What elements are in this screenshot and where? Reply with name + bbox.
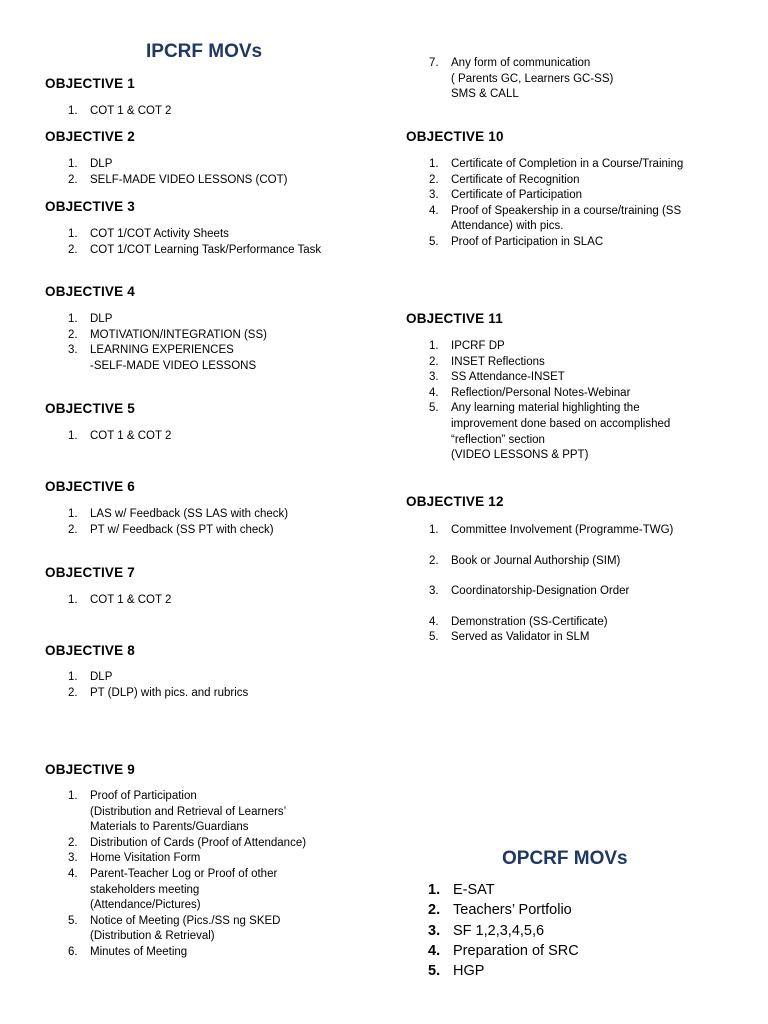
opcrf-item-number: 1. — [428, 882, 441, 898]
list-item-number: 1. — [429, 340, 439, 352]
objective-mov-list — [68, 670, 248, 701]
list-item — [68, 157, 287, 173]
ipcrf-title: IPCRF MOVs — [146, 41, 263, 62]
opcrf-item-text: Teachers’ Portfolio — [453, 902, 572, 919]
list-item-text: Proof of Speakership in a course/training (SS — [451, 204, 682, 217]
objective-mov-list — [68, 429, 171, 445]
list-item — [429, 157, 683, 173]
objective-mov-list — [429, 56, 613, 103]
list-item-number: 3. — [429, 189, 439, 202]
list-item — [68, 670, 248, 686]
list-item — [429, 339, 670, 355]
objective-mov-list — [429, 339, 670, 464]
objective-heading: OBJECTIVE 12 — [406, 494, 504, 509]
list-item-number: 2. — [68, 523, 78, 536]
list-item-number: 4. — [68, 867, 78, 880]
opcrf-item — [428, 941, 579, 961]
list-item — [68, 429, 171, 445]
objective-mov-list — [68, 312, 267, 374]
list-item-text: DLP — [90, 671, 113, 683]
list-item — [68, 104, 171, 120]
list-item-text: SS Attendance-INSET — [451, 371, 565, 384]
list-item — [429, 355, 670, 371]
list-item-number: 2. — [429, 173, 439, 186]
list-item — [68, 507, 288, 523]
list-item — [429, 204, 683, 235]
objective-mov-list — [68, 227, 321, 258]
list-item-text: Reflection/Personal Notes-Webinar — [451, 386, 631, 399]
opcrf-title: OPCRF MOVs — [502, 848, 628, 869]
list-item-text: (VIDEO LESSONS & PPT) — [451, 449, 589, 462]
list-item-text: “reflection” section — [451, 433, 545, 446]
objective-heading: OBJECTIVE 4 — [45, 284, 135, 299]
objective-mov-list — [68, 104, 171, 120]
opcrf-list — [428, 880, 579, 981]
list-item-number: 5. — [429, 235, 439, 248]
list-item-number: 1. — [68, 508, 78, 520]
list-item-text: Materials to Parents/Guardians — [90, 821, 249, 834]
list-item — [68, 328, 267, 344]
list-item-text: Parent-Teacher Log or Proof of other — [90, 867, 278, 880]
objective-mov-list — [68, 507, 288, 538]
list-item-text: Coordinatorship-Designation Order — [451, 585, 630, 598]
list-item-number: 3. — [68, 344, 78, 357]
opcrf-item — [428, 900, 579, 920]
list-item-number: 1. — [68, 105, 78, 117]
list-item-text: COT 1 & COT 2 — [90, 105, 172, 117]
list-item-number: 1. — [429, 524, 439, 536]
list-item — [68, 867, 306, 914]
objective-heading: OBJECTIVE 2 — [45, 129, 135, 144]
opcrf-item-number: 4. — [428, 942, 441, 959]
list-item-number: 5. — [429, 631, 439, 644]
list-item-number: 3. — [429, 371, 439, 384]
objective-mov-list — [68, 789, 306, 961]
list-item-number: 3. — [68, 852, 78, 865]
list-item-text: Any form of communication — [451, 57, 591, 69]
list-item-text: (Attendance/Pictures) — [90, 899, 201, 912]
list-item — [429, 523, 673, 539]
list-item-text: (Distribution and Retrieval of Learners’ — [90, 805, 287, 818]
list-item-text: Certificate of Completion in a Course/Training — [451, 158, 684, 170]
list-item-text: Attendance) with pics. — [451, 220, 564, 233]
list-item — [68, 243, 321, 259]
list-item-number: 1. — [429, 158, 439, 170]
list-item — [429, 386, 670, 402]
list-item-text: DLP — [90, 313, 113, 325]
list-item-text: INSET Reflections — [451, 355, 545, 368]
list-item-number: 6. — [68, 945, 78, 958]
list-item-text: PT w/ Feedback (SS PT with check) — [90, 523, 274, 536]
list-item — [68, 343, 267, 374]
list-item-number: 2. — [429, 554, 439, 567]
list-item — [429, 615, 673, 631]
list-item — [68, 945, 306, 961]
opcrf-item-number: 3. — [428, 922, 441, 939]
list-item-text: Certificate of Recognition — [451, 173, 580, 186]
list-item — [68, 836, 306, 852]
list-item — [429, 173, 683, 189]
objective-mov-list — [429, 523, 673, 646]
objective-heading: OBJECTIVE 11 — [406, 311, 503, 326]
objective-mov-list — [68, 593, 171, 609]
opcrf-item-text: SF 1,2,3,4,5,6 — [453, 922, 545, 939]
objective-heading: OBJECTIVE 6 — [45, 479, 135, 494]
list-item-text: Distribution of Cards (Proof of Attendance) — [90, 836, 307, 849]
opcrf-item-number: 2. — [428, 902, 441, 919]
list-item — [68, 173, 287, 189]
list-item — [429, 188, 683, 204]
list-item-number: 2. — [68, 173, 78, 186]
objective-mov-list — [68, 157, 287, 188]
list-item-number: 1. — [68, 228, 78, 240]
opcrf-item-text: Preparation of SRC — [453, 942, 579, 959]
opcrf-item-number: 5. — [428, 963, 441, 980]
objective-heading: OBJECTIVE 10 — [406, 129, 504, 144]
list-item — [68, 312, 267, 328]
opcrf-item — [428, 961, 579, 981]
list-item — [429, 584, 673, 600]
list-item-text: PT (DLP) with pics. and rubrics — [90, 686, 249, 699]
list-item-text: Certificate of Participation — [451, 189, 583, 202]
objective-heading: OBJECTIVE 1 — [45, 76, 135, 91]
list-item — [429, 235, 683, 251]
list-item-number: 4. — [429, 386, 439, 399]
list-item-text: LAS w/ Feedback (SS LAS with check) — [90, 508, 289, 520]
list-item — [429, 630, 673, 646]
list-item-number: 5. — [429, 402, 439, 415]
list-item-number: 1. — [68, 430, 78, 442]
list-item-text: stakeholders meeting — [90, 883, 200, 896]
list-item-number: 2. — [68, 686, 78, 699]
list-item — [68, 851, 306, 867]
list-item-number: 1. — [68, 671, 78, 683]
opcrf-item-text: HGP — [453, 963, 485, 980]
list-item-number: 7. — [429, 57, 439, 69]
list-item-number: 1. — [68, 594, 78, 606]
list-item-text: Served as Validator in SLM — [451, 631, 590, 644]
list-item-text: COT 1/COT Activity Sheets — [90, 228, 229, 240]
objective-heading: OBJECTIVE 7 — [45, 565, 135, 580]
list-item-text: Demonstration (SS-Certificate) — [451, 615, 608, 628]
list-item-text: Minutes of Meeting — [90, 945, 188, 958]
list-item-text: COT 1/COT Learning Task/Performance Task — [90, 243, 322, 256]
list-item — [68, 914, 306, 945]
list-item-number: 1. — [68, 158, 78, 170]
list-item-text: Notice of Meeting (Pics./SS ng SKED — [90, 914, 281, 927]
list-item — [429, 56, 613, 103]
list-item-text: Any learning material highlighting the — [451, 402, 640, 415]
objective-heading: OBJECTIVE 3 — [45, 199, 135, 214]
list-item-text: Book or Journal Authorship (SIM) — [451, 554, 621, 567]
objective-heading: OBJECTIVE 8 — [45, 643, 135, 658]
list-item-text: MOTIVATION/INTEGRATION (SS) — [90, 328, 267, 341]
objective-heading: OBJECTIVE 5 — [45, 401, 135, 416]
opcrf-item — [428, 921, 579, 941]
list-item-text: IPCRF DP — [451, 340, 505, 352]
objective-mov-list — [429, 157, 683, 251]
list-item-number: 2. — [68, 243, 78, 256]
list-item-text: Home Visitation Form — [90, 852, 201, 865]
list-item — [68, 789, 306, 836]
opcrf-item-text: E-SAT — [453, 882, 495, 898]
list-item-number: 3. — [429, 585, 439, 598]
list-item-text: COT 1 & COT 2 — [90, 430, 172, 442]
list-item-number: 5. — [68, 914, 78, 927]
list-item-text: ( Parents GC, Learners GC-SS) — [451, 72, 614, 85]
list-item — [68, 686, 248, 702]
list-item-text: DLP — [90, 158, 113, 170]
list-item — [429, 554, 673, 570]
list-item-text: LEARNING EXPERIENCES — [90, 344, 234, 357]
list-item — [68, 227, 321, 243]
list-item-text: SMS & CALL — [451, 88, 519, 101]
list-item-number: 4. — [429, 615, 439, 628]
list-item-number: 2. — [68, 328, 78, 341]
list-item-text: improvement done based on accomplished — [451, 417, 671, 430]
list-item-text: Proof of Participation in SLAC — [451, 235, 604, 248]
list-item — [429, 401, 670, 463]
list-item-text: (Distribution & Retrieval) — [90, 930, 215, 943]
list-item-number: 1. — [68, 790, 78, 802]
list-item-text: -SELF-MADE VIDEO LESSONS — [90, 359, 257, 372]
list-item-number: 2. — [429, 355, 439, 368]
list-item-number: 4. — [429, 204, 439, 217]
list-item-text: SELF-MADE VIDEO LESSONS (COT) — [90, 173, 288, 186]
list-item — [68, 523, 288, 539]
list-item-number: 2. — [68, 836, 78, 849]
list-item-text: COT 1 & COT 2 — [90, 594, 172, 606]
list-item-text: Committee Involvement (Programme-TWG) — [451, 524, 674, 536]
list-item-text: Proof of Participation — [90, 790, 197, 802]
list-item-number: 1. — [68, 313, 78, 325]
objective-heading: OBJECTIVE 9 — [45, 762, 135, 777]
list-item — [429, 370, 670, 386]
list-item — [68, 593, 171, 609]
opcrf-item — [428, 880, 579, 900]
